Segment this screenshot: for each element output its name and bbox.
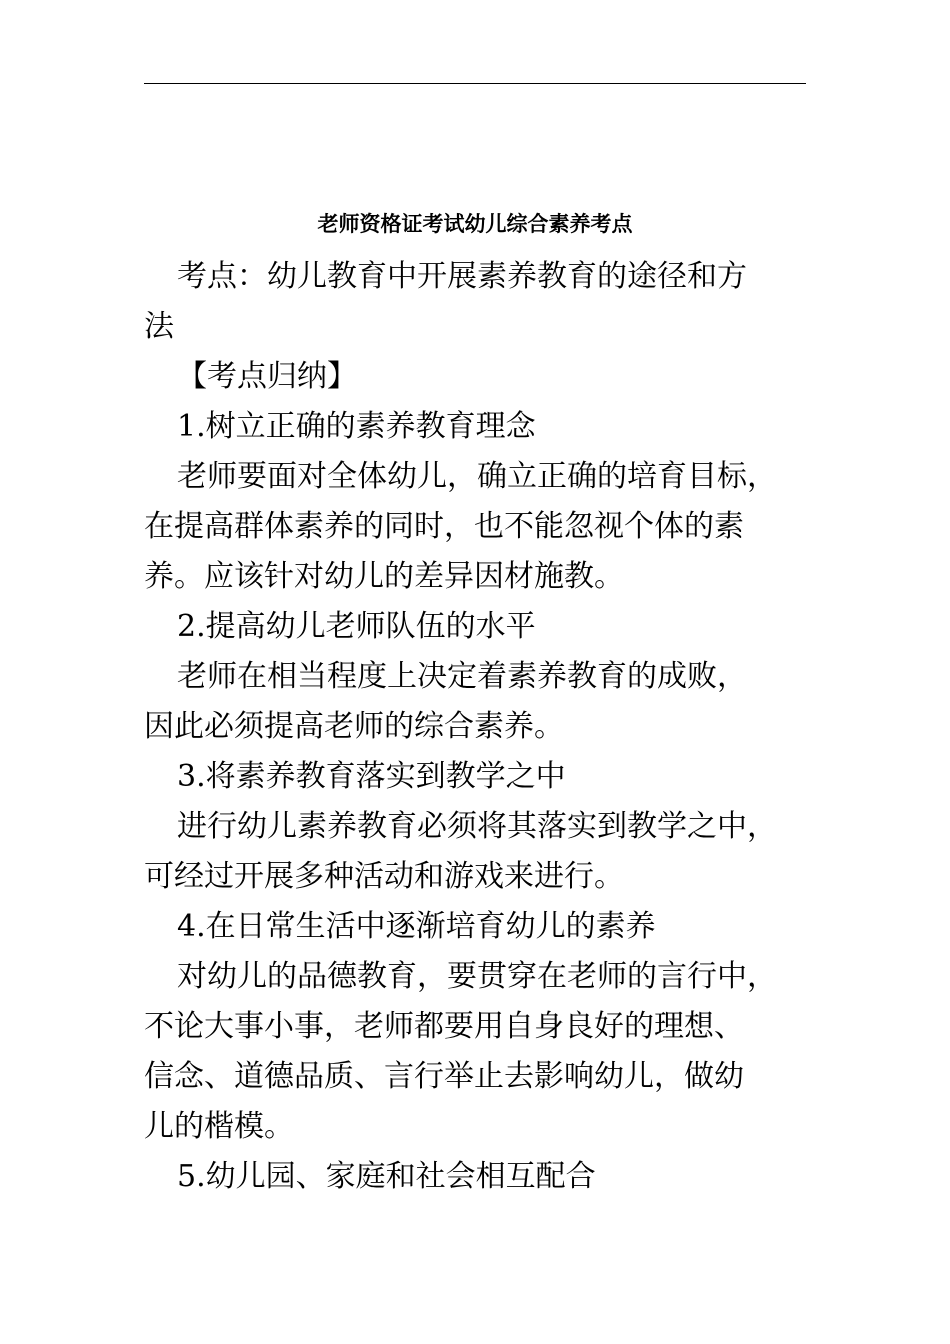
document-body (144, 252, 806, 1202)
list-item-heading: 5.幼儿园、家庭和社会相互配合 (177, 1159, 596, 1194)
paragraph-line: 老师在相当程度上决定着素养教育的成败， (177, 659, 747, 694)
paragraph-line: 法 (144, 309, 174, 344)
paragraph-line: 可经过开展多种活动和游戏来进行。 (144, 859, 624, 894)
header-rule (144, 83, 806, 84)
list-item-heading: 3.将素养教育落实到教学之中 (177, 759, 566, 794)
paragraph-line: 考点：幼儿教育中开展素养教育的途径和方 (177, 259, 747, 294)
list-item-heading: 4.在日常生活中逐渐培育幼儿的素养 (177, 909, 656, 944)
list-item-heading: 2.提高幼儿老师队伍的水平 (177, 609, 536, 644)
paragraph-line: 进行幼儿素养教育必须将其落实到教学之中， (177, 809, 777, 844)
list-item-heading: 1.树立正确的素养教育理念 (177, 409, 536, 444)
paragraph-line: 儿的楷模。 (144, 1109, 294, 1144)
paragraph-line: 养。应该针对幼儿的差异因材施教。 (144, 559, 624, 594)
paragraph-line: 对幼儿的品德教育，要贯穿在老师的言行中， (177, 959, 777, 994)
paragraph-line: 老师要面对全体幼儿，确立正确的培育目标， (177, 459, 777, 494)
paragraph-line: 不论大事小事，老师都要用自身良好的理想、 (144, 1009, 744, 1044)
section-heading: 【考点归纳】 (177, 359, 357, 394)
paragraph-line: 因此必须提高老师的综合素养。 (144, 709, 564, 744)
paragraph-line: 在提高群体素养的同时，也不能忽视个体的素 (144, 509, 744, 544)
document-title: 老师资格证考试幼儿综合素养考点 (317, 212, 633, 236)
paragraph-line: 信念、道德品质、言行举止去影响幼儿，做幼 (144, 1059, 744, 1094)
